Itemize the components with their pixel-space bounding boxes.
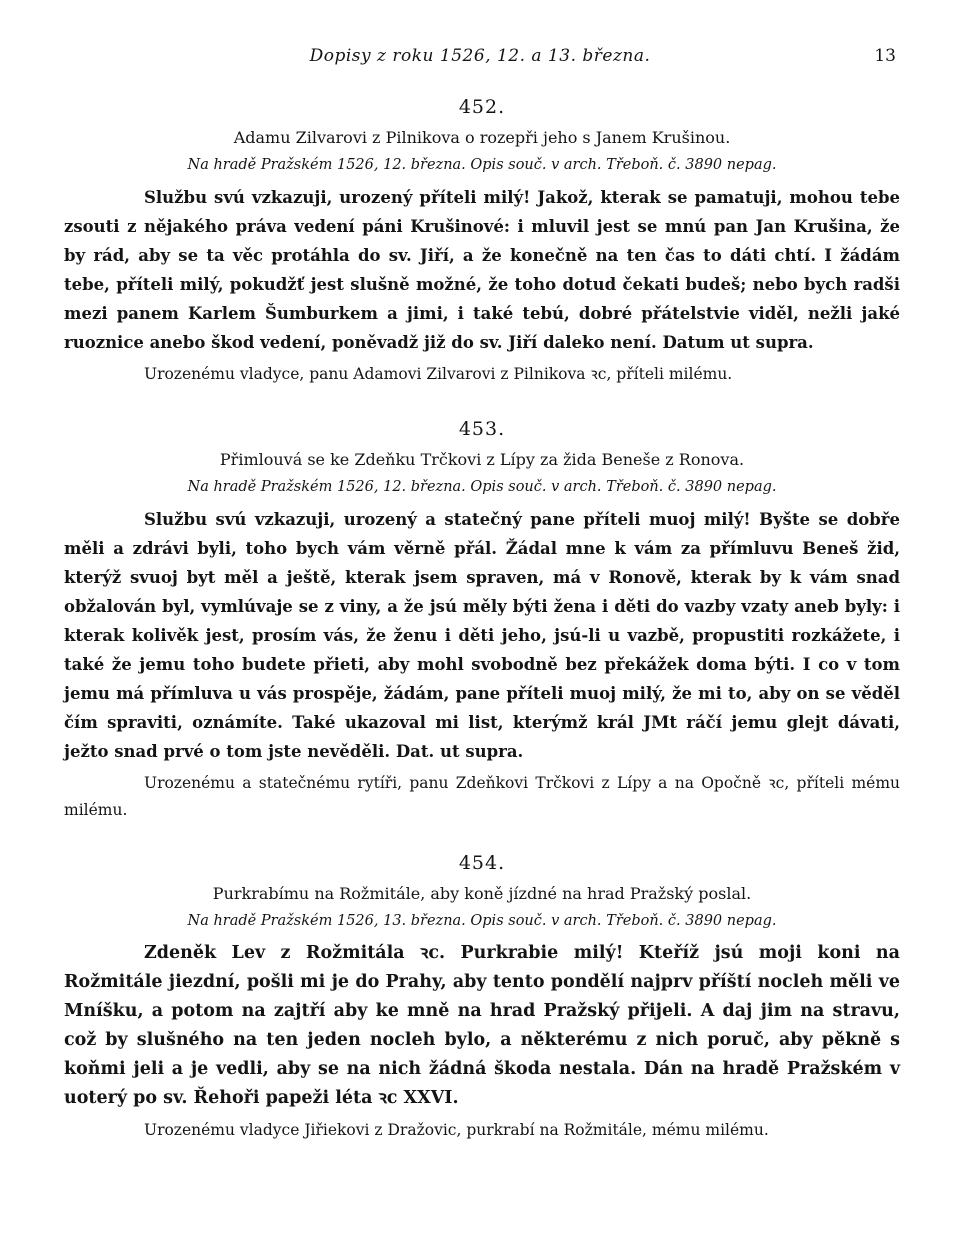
document-body: Zdeněk Lev z Rožmitála ꝛc. Purkrabie milý! Kteříž jsú moji koni na Rožmitále jiezdní, pošli mi je do Prahy, aby tento pondělí najprv příští nocleh měli ve Mníšku, a potom na zajtří aby ke mně na hrad Pražský přijeli. A daj jim na stravu, což by slušného na ten jeden nocleh bylo, a některému z nich poruč, aby pěkně s koňmi jeli a je vedli, aby se na nich žádná škoda nestala. Dán na hradě Pražském v uoterý po sv. Řehoři papeži léta ꝛc XXVI. xyxy=(64,943,900,1108)
document-number: 454. xyxy=(458,852,506,874)
document-address: Urozenému vladyce Jiřiekovi z Dražovic, purkrabí na Rožmitále, mému milému. xyxy=(144,1121,769,1139)
document-number: 453. xyxy=(458,418,506,440)
running-title: Dopisy z roku 1526, 12. a 13. března. xyxy=(309,46,651,66)
document-entry-454 xyxy=(64,852,900,1144)
document-body: Službu svú vzkazuji, urozený příteli milý! Jakož, kterak se pamatuji, mohou tebe zsouti z nějakého práva vedení páni Krušinové: i mluvil jest se mnú pan Jan Krušina, že by rád, aby se ta věc protáhla do sv. Jiří, a že konečně na ten čas to dáti chtí. I žádám tebe, příteli milý, pokudžť jest slušně možné, že toho dotud čekati budeš; nebo bych radši mezi panem Karlem Šumburkem a jimi, i také tebú, dobré přátelstvie viděl, nežli jaké ruoznice anebo škod vedení, poněvadž již do sv. Jiří daleko není. Datum ut supra. xyxy=(64,188,900,352)
document-body: Službu svú vzkazuji, urozený a statečný pane příteli muoj milý! Byšte se dobře měli a zdrávi byli, toho bych vám věrně přál. Žádal mne k vám za přímluvu Beneš žid, kterýž svuoj byt měl a ještě, kterak jsem spraven, má v Ronově, kterak by k vám snad obžalován byl, vymlúvaje se z viny, a že jsú měly býti žena i děti do vazby vzaty aneb byly: i kterak kolivěk jest, prosím vás, že ženu i děti jeho, jsú-li u vazbě, propustiti rozkážete, i také že jemu toho budete přieti, aby mohl svobodně bez překážek doma býti. I co v tom jemu má přímluva u vás prospěje, žádám, pane příteli muoj milý, že mi to, aby on se věděl čím spraviti, oznámíte. Také ukazoval mi list, kterýmž král JMt ráčí jemu glejt dávati, ježto snad prvé o tom jste nevěděli. Dat. ut supra. xyxy=(64,510,900,761)
document-heading: Purkrabímu na Rožmitále, aby koně jízdné na hrad Pražský poslal. xyxy=(212,884,752,903)
document-source: Na hradě Pražském 1526, 12. března. Opis souč. v arch. Třeboň. č. 3890 nepag. xyxy=(187,479,777,495)
page-number: 13 xyxy=(874,46,896,66)
document-number: 452. xyxy=(458,96,506,118)
page-content xyxy=(64,96,900,1144)
document-source: Na hradě Pražském 1526, 12. března. Opis souč. v arch. Třeboň. č. 3890 nepag. xyxy=(187,157,777,173)
document-address: Urozenému a statečnému rytíři, panu Zdeňkovi Trčkovi z Lípy a na Opočně ꝛc, příteli mému milému. xyxy=(64,774,900,819)
running-head xyxy=(64,46,896,72)
document-heading: Adamu Zilvarovi z Pilnikova o rozepři jeho s Janem Krušinou. xyxy=(233,128,731,147)
document-entry-452 xyxy=(64,96,900,388)
document-source: Na hradě Pražském 1526, 13. března. Opis souč. v arch. Třeboň. č. 3890 nepag. xyxy=(187,913,777,929)
document-address: Urozenému vladyce, panu Adamovi Zilvarovi z Pilnikova ꝛc, příteli milému. xyxy=(144,365,733,383)
document-entry-453 xyxy=(64,418,900,824)
document-heading: Přimlouvá se ke Zdeňku Trčkovi z Lípy za žida Beneše z Ronova. xyxy=(219,450,745,469)
